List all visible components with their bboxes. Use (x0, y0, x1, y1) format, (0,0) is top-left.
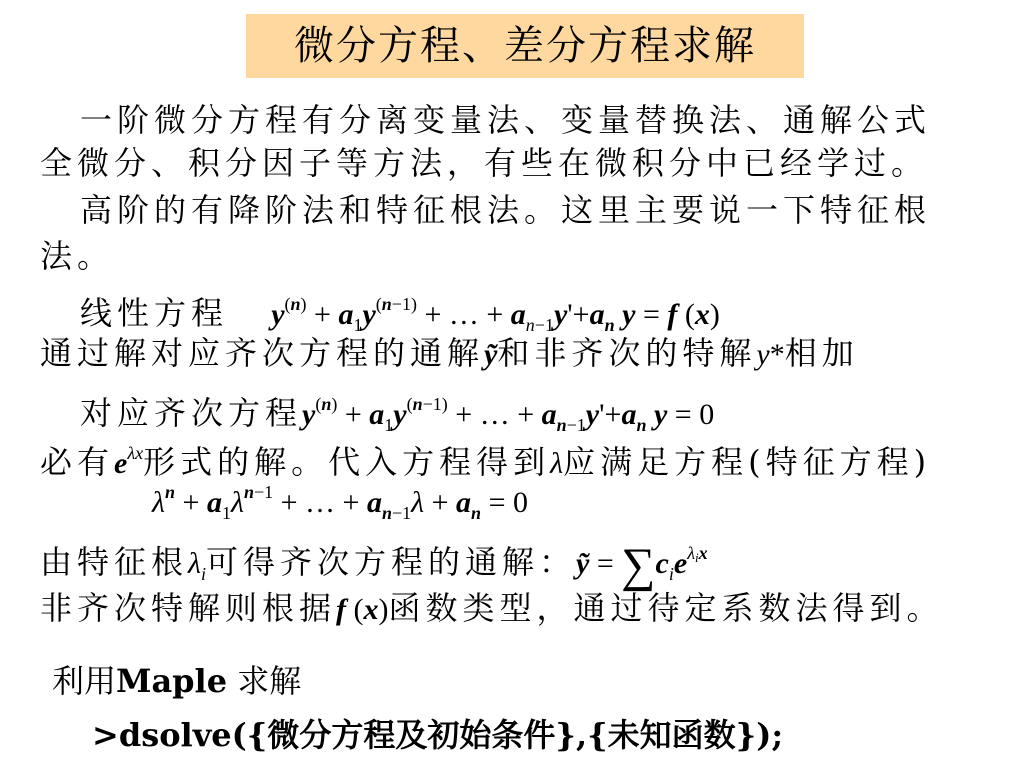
must-have-suffix: 应满足方程(特征方程) (563, 443, 932, 481)
page-title: 微分方程、差分方程求解 (246, 14, 804, 78)
linear-equation-formula: $y^{(n)} + a_1y^{(n-1)}$ + … + $a_{n-1}y'+a_n$ y = f (x) (271, 294, 720, 335)
general-solution-text-3: 相加 (784, 334, 859, 372)
nonhomogeneous-prefix: 非齐次特解则根据 (40, 589, 337, 627)
homogeneous-label: 对应齐次方程 (80, 394, 303, 432)
exp-lambda-x-symbol: $e^{\lambda x}$ (114, 443, 144, 480)
maple-prefix: 利用 (52, 662, 117, 700)
characteristic-equation-formula: $\lambda^n + a_1\lambda^{n-1}$ + … + $a_{n-1}\lambda + a_n = 0$ (152, 482, 528, 523)
y-tilde-symbol: ỹ (484, 338, 498, 371)
homogeneous-equation-formula: $y^{(n)} + a_1y^{(n-1)}$ + … + $a_{n-1}y'+a_n$ y = 0 (302, 394, 715, 435)
maple-suffix: 求解 (227, 662, 302, 700)
must-have-row (40, 433, 931, 484)
must-have-middle: 形式的解。代入方程得到 (143, 443, 551, 481)
y-star-symbol: y* (756, 338, 785, 371)
lambda-symbol: λ (550, 447, 564, 480)
f-of-x-symbol: f (x) (336, 593, 389, 626)
intro-line-1: 一阶微分方程有分离变量法、变量替换法、通解公式 (80, 101, 932, 139)
intro-line-4: 法。 (40, 237, 115, 275)
general-solution-formula: ỹ = $\sum c_ie^{\lambda_ix}$ (576, 539, 708, 592)
intro-line-3: 高阶的有降阶法和特征根法。这里主要说一下特征根 (80, 191, 932, 229)
must-have-prefix: 必有 (40, 443, 115, 481)
maple-heading (52, 656, 301, 702)
eigen-solution-prefix: 由特征根 (40, 543, 189, 581)
maple-word: Maple (116, 662, 228, 700)
general-solution-text-2: 和非齐次的特解 (497, 334, 757, 372)
nonhomogeneous-suffix: 函数类型，通过待定系数法得到。 (388, 589, 944, 627)
linear-label: 线性方程 (80, 294, 229, 332)
eigen-solution-row (40, 533, 708, 594)
nonhomogeneous-row (40, 588, 944, 630)
general-solution-row (40, 333, 859, 375)
intro-line-2: 全微分、积分因子等方法，有些在微积分中已经学过。 (40, 144, 929, 182)
general-solution-text-1: 通过解对应齐次方程的通解 (40, 334, 485, 372)
dsolve-command: >dsolve({微分方程及初始条件},{未知函数}); (92, 716, 784, 754)
eigen-solution-middle: 可得齐次方程的通解： (206, 543, 577, 581)
lambda-i-symbol: $\lambda_i$ (188, 547, 207, 584)
